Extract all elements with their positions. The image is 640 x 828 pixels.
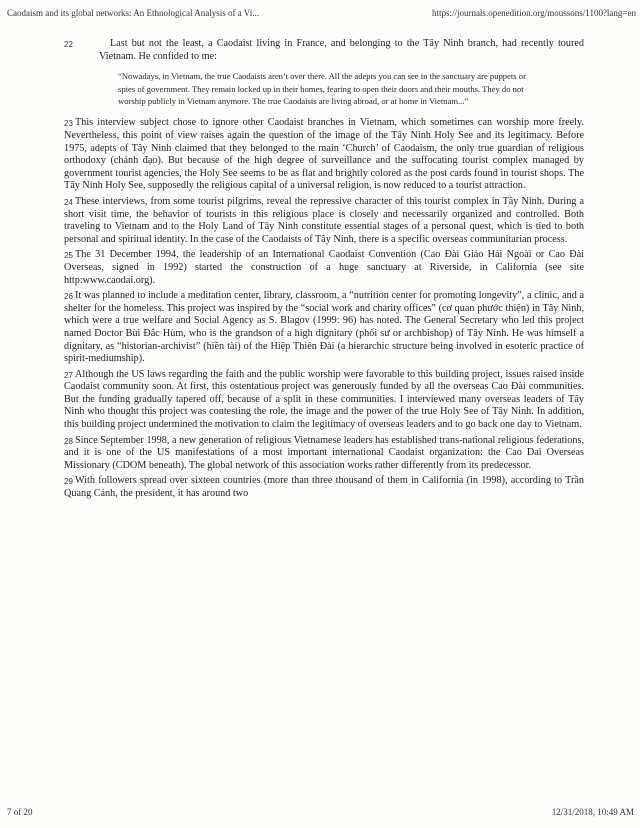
article-body [64, 38, 584, 504]
paragraph-number: 26 [64, 292, 73, 302]
paragraph-23 [64, 117, 584, 193]
paragraph-number: 23 [64, 119, 73, 129]
paragraph-24 [64, 196, 584, 246]
paragraph-22 [64, 38, 584, 63]
paragraph-text: It was planned to include a meditation center, library, classroom, a “nutrition center for promoting longevity”, a clinic, and a shelter for the homeless. This project was inspired by the “social work and charity offices” (cơ quan phước thiện) in Tây Ninh, which were a true welfare and Social Agency as S. Blagov (1999: 96) has noted. The General Secretary who led this project named Doctor Bùi Đắc Hùm, who is the grandson of a high dignitary (phối sư or archbishop) of Tây Ninh. He was himself a dignitary, as “historian-archivist” (hiền tài) of the Hiệp Thiên Đài (a hierarchic structure being involved in esoteric practice of spirit-mediumship). [64, 290, 584, 365]
page-footer-datetime: 12/31/2018, 10:49 AM [551, 807, 634, 817]
paragraph-25 [64, 249, 584, 287]
paragraph-text: The 31 December 1994, the leadership of an International Caodaist Convention (Cao Đài Giáo Hải Ngoài or Cao Đài Overseas, signed in 1992) started the construction of a huge sanctuary at Riverside, in California (see site http:www.caodai.org). [64, 249, 584, 286]
paragraph-text: Since September 1998, a new generation of religious Vietnamese leaders has established trans-national religious federations, and it is one of the US manifestations of a most important international Caodaist organization: the Cao Dai Overseas Missionary (CDOM beneath). The global network of this association works rather differently from its predecessor. [64, 434, 584, 471]
paragraph-number: 27 [64, 370, 73, 380]
paragraph-text: Last but not the least, a Caodaist living in France, and belonging to the Tây Ninh branch, had recently toured Vietnam. He confided to me: [99, 38, 584, 62]
blockquote: “Nowadays, in Vietnam, the true Caodaists aren’t over there. All the adepts you can see in the sanctuary are puppets or spies of government. They remain locked up in their homes, fearing to open their doors and their mouths. They do not worship publicly in Vietnam anymore. The true Caodaists are living abroad, or at home in Vietnam...” [118, 71, 526, 106]
paragraph-number: 29 [64, 477, 73, 487]
paragraph-26 [64, 290, 584, 366]
paragraph-number: 22 [64, 40, 73, 49]
paragraph-number: 25 [64, 251, 73, 261]
paragraph-number: 24 [64, 197, 73, 207]
paragraph-29 [64, 475, 584, 500]
paragraph-28 [64, 435, 584, 473]
page-header-title: Caodaism and its global networks: An Ethnological Analysis of a Vi... [7, 8, 260, 18]
page-footer-page-number: 7 of 20 [7, 807, 33, 817]
paragraph-text: Although the US laws regarding the faith and the public worship were favorable to this building project, issues raised inside Caodaist community soon. At first, this ostentatious project was generously funded by all the overseas Cao Đài communities. But the funding gradually tapered off, because of a split in these communities. I interviewed many overseas leaders of Tây Ninh who thought this project was contesting the role, the image and the power of the true Holy See of Tây Ninh. In addition, this building project undermined the motivation to claim the legitimacy of overseas leaders and to go back one day to Vietnam. [64, 368, 584, 431]
paragraph-27 [64, 369, 584, 432]
paragraph-number: 28 [64, 436, 73, 446]
paragraph-text: This interview subject chose to ignore other Caodaist branches in Vietnam, which sometimes can worship more freely. Nevertheless, this point of view raises again the question of the image of the Tây Ninh Holy See and its legitimacy. Before 1975, adepts of Tây Ninh claimed that they belonged to the main ‘Church’ of Caodaism, the only true guardian of religious orthodoxy (chánh đạo). But because of the high degree of surveillance and the suffocating tourist complex managed by government tourist agencies, the Holy See seems to be as flat and brightly colored as the post cards found in tourist shops. The Tây Ninh Holy See, supposedly the religious capital of a universal religion, is now reduced to a tourist attraction. [64, 117, 584, 192]
paragraph-text: With followers spread over sixteen countries (more than three thousand of them in California (in 1998), according to Trần Quang Cảnh, the president, it has around two [64, 475, 584, 500]
paragraph-text: These interviews, from some tourist pilgrims, reveal the repressive character of this tourist complex in Tây Ninh. During a short visit time, the behavior of tourists in this religious place is closely and necessarily organized and controlled. Both traveling to Vietnam and to the Holy Land of Tây Ninh constitute essential stages of a personal quest, which is tied to both personal and spiritual identity. In the case of the Caodaists of Tây Ninh, there is a specific overseas communitarian process. [64, 195, 584, 245]
page-header-url: https://journals.openedition.org/moussons/1100?lang=en [431, 8, 636, 18]
